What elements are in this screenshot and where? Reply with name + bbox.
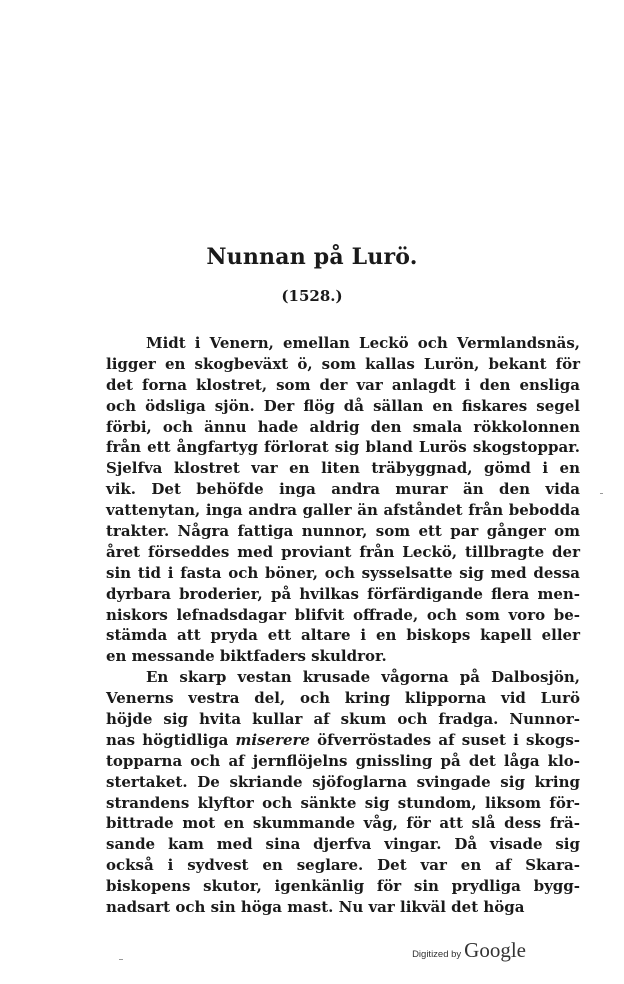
text-line: topparna och af jernflöjelns gnissling på det låga klo-	[106, 751, 580, 770]
chapter-title: Nunnan på Lurö.	[206, 244, 418, 270]
text-line: förbi, och ännu hade aldrig den smala rökkolonnen	[106, 417, 580, 436]
text-line: Sjelfva klostret var en liten träbyggnad, gömd i en	[106, 459, 580, 478]
scan-speck	[600, 493, 603, 494]
text-line: nas högtidliga miserere öfverröstades af suset i skogs-	[106, 730, 580, 749]
google-logo-text: Google	[464, 938, 526, 962]
text-line: dyrbara broderier, på hvilkas förfärdigande flera men-	[106, 584, 580, 603]
text-line: Venerns vestra del, och kring klipporna vid Lurö	[106, 689, 580, 708]
text-line: också i sydvest en seglare. Det var en af Skara-	[106, 856, 580, 875]
text-line: året förseddes med proviant från Leckö, tillbragte der	[106, 542, 580, 561]
text-line: trakter. Några fattiga nunnor, som ett par gånger om	[106, 522, 580, 541]
text-line: nadsart och sin höga mast. Nu var likväl det höga	[106, 898, 525, 917]
text-line: sin tid i fasta och böner, och sysselsatte sig med dessa	[106, 563, 580, 582]
digitized-by-label: Digitized by	[412, 949, 462, 960]
text-line: biskopens skutor, igenkänlig för sin prydliga bygg-	[106, 877, 580, 896]
text-line: det forna klostret, som der var anlagdt i den ensliga	[106, 375, 580, 394]
text-line: En skarp vestan krusade vågorna på Dalbosjön,	[146, 668, 580, 687]
italic-word: miserere	[235, 730, 310, 749]
text-line: vik. Det behöfde inga andra murar än den vida	[106, 480, 580, 499]
scan-speck	[119, 959, 123, 960]
text-line: bittrade mot en skummande våg, för att slå dess frä-	[106, 814, 580, 833]
text-line: ligger en skogbeväxt ö, som kallas Lurön, bekant för	[106, 354, 580, 373]
text-line: vattenytan, inga andra galler än afståndet från bebodda	[106, 501, 580, 520]
text-line: från ett ångfartyg förlorat sig bland Lurös skogstoppar.	[106, 438, 580, 457]
text-line: och ödsliga sjön. Der flög då sällan en fiskares segel	[106, 396, 580, 415]
text-line: niskors lefnadsdagar blifvit offrade, och som voro be-	[106, 605, 580, 624]
text-line: en messande biktfaders skuldror.	[106, 647, 387, 666]
chapter-year: (1528.)	[281, 287, 343, 305]
digitization-watermark	[412, 938, 526, 963]
text-line: strandens klyftor och sänkte sig stundom, liksom för-	[106, 793, 580, 812]
text-line: stertaket. De skriande sjöfoglarna svingade sig kring	[106, 772, 580, 791]
body-text	[106, 333, 580, 918]
text-line: Midt i Venern, emellan Leckö och Vermlandsnäs,	[146, 334, 580, 352]
text-line: sande kam med sina djerfva vingar. Då visade sig	[106, 835, 580, 854]
text-line: stämda att pryda ett altare i en biskops kapell eller	[106, 626, 580, 645]
text-line: höjde sig hvita kullar af skum och fradga. Nunnor-	[106, 710, 580, 729]
